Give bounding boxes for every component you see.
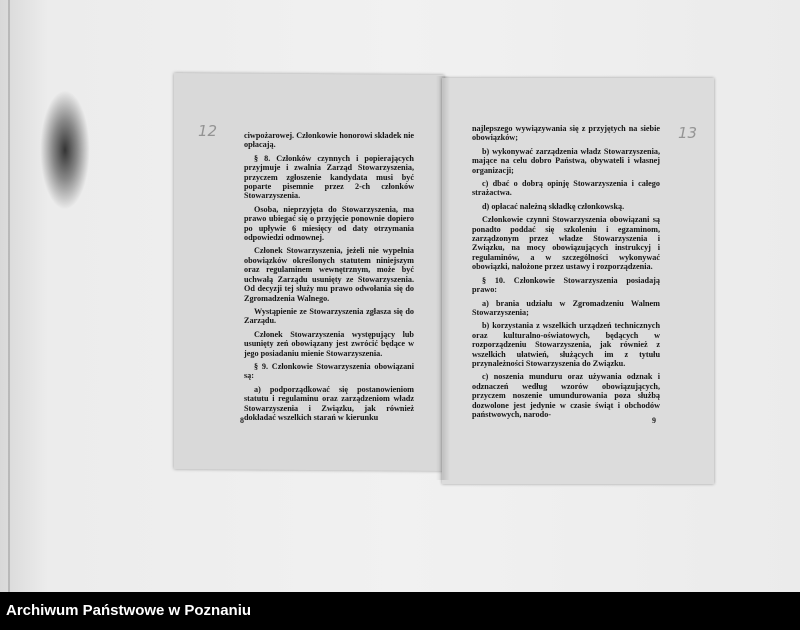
archive-footer-bar [0,592,800,630]
paragraph: c) noszenia munduru oraz używania odznak i odznaczeń według wzorów obowiązujących, przyczem noszenie umundurowania poza służbą dozwolone jest jedynie w czasie świąt i obchodów państwowych, narodo- [472,372,660,419]
left-page-number: 8 [240,416,244,425]
paragraph: b) korzystania z wszelkich urządzeń technicznych oraz kulturalno-oświatowych, będących w rozporządzeniu Stowarzyszenia, jak również z wszelkich ułatwień, służących im z tytułu przynależności Stowarzyszenia do Związku. [472,321,660,368]
paragraph: § 10. Członkowie Stowarzyszenia posiadają prawo: [472,275,660,295]
left-page-text [244,131,414,426]
paragraph: Członek Stowarzyszenia występujący lub usunięty zeń obowiązany jest zwrócić będące w jego posiadaniu mienie Stowarzyszenia. [244,329,414,358]
paragraph: ciwpożarowej. Członkowie honorowi składek nie opłacają. [244,131,414,150]
paragraph: § 8. Członków czynnych i popierających przyjmuje i zwalnia Zarząd Stowarzyszenia, przyczem zgłoszenie kandydata musi być poparte pisemnie przez 2-ch członków Stowarzyszenia. [244,153,414,201]
paragraph: c) dbać o dobrą opinję Stowarzyszenia i całego strażactwa. [472,179,660,198]
book-gutter [436,76,450,480]
right-page-number: 9 [652,416,656,425]
right-pencil-mark: 13 [678,124,698,142]
paragraph: najlepszego wywiązywania się z przyjętych na siebie obowiązków; [472,124,660,143]
paragraph: a) brania udziału w Zgromadzeniu Walnem Stowarzyszenia; [472,298,660,317]
paragraph: Osoba, nieprzyjęta do Stowarzyszenia, ma prawo ubiegać się o przyjęcie ponownie dopiero po upływie 6 miesięcy od daty otrzymania odpowiedzi odmownej. [244,204,414,243]
film-edge-line [8,0,10,592]
paragraph: Członek Stowarzyszenia, jeżeli nie wypełnia obowiązków określonych statutem niniejszym oraz regulaminem wewnętrznym, może być uchwałą Zarządu usunięty ze Stowarzyszenia. Od decyzji tej służy mu prawo odwołania się do Zgromadzenia Walnego. [244,246,414,303]
archive-name: Archiwum Państwowe w Poznaniu [6,602,252,619]
paragraph: b) wykonywać zarządzenia władz Stowarzyszenia, mające na celu dobro Państwa, obywateli i własnej organizacji; [472,146,660,175]
film-smudge [40,90,90,210]
paragraph: a) podporządkować się postanowieniom statutu i regulaminu oraz zarządzeniom władz Stowarzyszenia i Związku, jak również dokładać wszelkich starań w kierunku [244,384,414,422]
paragraph: Wystąpienie ze Stowarzyszenia zgłasza się do Zarządu. [244,306,414,326]
paragraph: § 9. Członkowie Stowarzyszenia obowiązani są: [244,361,414,381]
right-page-text [472,124,660,423]
paragraph: d) opłacać należną składkę członkowską. [482,201,625,211]
left-pencil-mark: 12 [198,122,218,140]
paragraph: Członkowie czynni Stowarzyszenia obowiązani są ponadto poddać się szkoleniu i egzaminom, zarządzonym przez władze Stowarzyszenia i Związku, na mocy obowiązujących instrukcyj i regulaminów, a w szczególności wykonywać obowiązki, nałożone przez ustawy i rozporządzenia. [472,215,660,272]
